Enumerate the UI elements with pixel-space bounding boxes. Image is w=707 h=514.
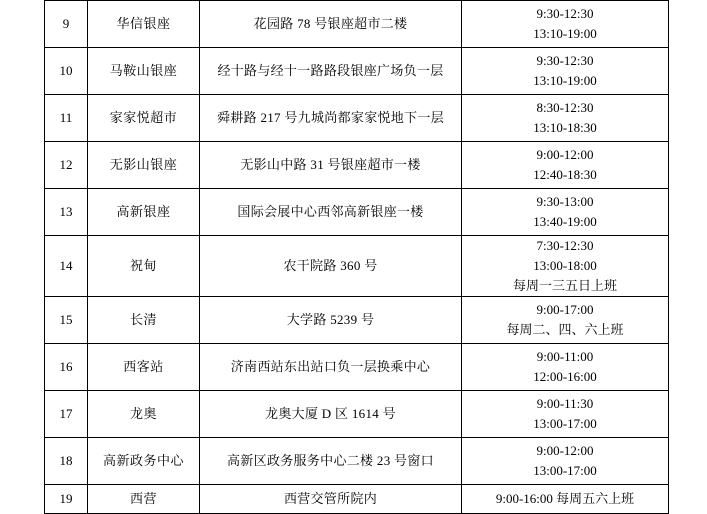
- cell-business-hours: [462, 189, 669, 236]
- cell-business-hours: [462, 95, 669, 142]
- cell-row-number: 14: [45, 236, 88, 297]
- cell-address: 龙奥大厦 D 区 1614 号: [200, 391, 462, 438]
- cell-row-number: 15: [45, 297, 88, 344]
- cell-address: 花园路 78 号银座超市二楼: [200, 1, 462, 48]
- cell-address: 无影山中路 31 号银座超市一楼: [200, 142, 462, 189]
- table-row: [45, 297, 669, 344]
- cell-address: 济南西站东出站口负一层换乘中心: [200, 344, 462, 391]
- cell-business-hours: [462, 297, 669, 344]
- business-hours-line: 13:10-19:00: [533, 73, 597, 88]
- cell-address: 舜耕路 217 号九城尚都家家悦地下一层: [200, 95, 462, 142]
- business-hours-line: 9:00-11:30: [536, 396, 594, 412]
- cell-row-number: 18: [45, 438, 88, 485]
- cell-business-hours: [462, 142, 669, 189]
- cell-row-number: 17: [45, 391, 88, 438]
- table-row: [45, 438, 669, 485]
- business-hours-line: 每周二、四、六上班: [506, 322, 624, 338]
- cell-business-hours: [462, 48, 669, 95]
- cell-business-hours: [462, 1, 669, 48]
- table-row: [45, 95, 669, 142]
- business-hours-line: 9:00-16:00 每周五六上班: [495, 491, 635, 507]
- business-hours-line: 7:30-12:30: [536, 238, 594, 253]
- cell-location-name: 祝甸: [88, 236, 200, 297]
- cell-row-number: 16: [45, 344, 88, 391]
- table-row: [45, 1, 669, 48]
- cell-location-name: 华信银座: [88, 1, 200, 48]
- cell-location-name: 长清: [88, 297, 200, 344]
- business-hours-line: 13:10-18:30: [533, 120, 597, 135]
- table-row: [45, 189, 669, 236]
- cell-business-hours: [462, 236, 669, 297]
- table-body: [45, 1, 669, 514]
- table-row: [45, 48, 669, 95]
- business-hours-line: 13:40-19:00: [533, 214, 597, 229]
- cell-business-hours: [462, 391, 669, 438]
- cell-address: 经十路与经十一路路段银座广场负一层: [200, 48, 462, 95]
- cell-business-hours: [462, 344, 669, 391]
- business-hours-line: 9:00-12:00: [536, 443, 594, 459]
- cell-business-hours: [462, 438, 669, 485]
- business-hours-line: 13:00-17:00: [533, 416, 597, 432]
- cell-row-number: 12: [45, 142, 88, 189]
- cell-location-name: 无影山银座: [88, 142, 200, 189]
- service-locations-table: [44, 0, 669, 514]
- business-hours-line: 9:30-12:30: [536, 5, 594, 21]
- cell-row-number: 11: [45, 95, 88, 142]
- cell-location-name: 家家悦超市: [88, 95, 200, 142]
- cell-location-name: 马鞍山银座: [88, 48, 200, 95]
- cell-address: 农干院路 360 号: [200, 236, 462, 297]
- business-hours-line: 12:40-18:30: [533, 167, 597, 182]
- table-row: [45, 142, 669, 189]
- business-hours-line: 9:00-17:00: [536, 302, 594, 318]
- business-hours-line: 每周一三五日上班: [512, 278, 617, 294]
- business-hours-line: 9:00-11:00: [536, 349, 594, 365]
- cell-location-name: 高新银座: [88, 189, 200, 236]
- business-hours-line: 9:30-12:30: [536, 52, 594, 68]
- cell-address: 大学路 5239 号: [200, 297, 462, 344]
- table-row: [45, 391, 669, 438]
- business-hours-line: 9:30-13:00: [536, 193, 594, 209]
- business-hours-line: 9:00-12:00: [536, 146, 594, 162]
- cell-row-number: 13: [45, 189, 88, 236]
- cell-address: 高新区政务服务中心二楼 23 号窗口: [200, 438, 462, 485]
- cell-location-name: 西客站: [88, 344, 200, 391]
- business-hours-line: 12:00-16:00: [533, 369, 597, 385]
- table-row: [45, 344, 669, 391]
- business-hours-line: 13:00-17:00: [533, 463, 597, 479]
- cell-location-name: 西营: [88, 485, 200, 514]
- cell-row-number: 9: [45, 1, 88, 48]
- business-hours-line: 8:30-12:30: [536, 99, 594, 115]
- cell-location-name: 高新政务中心: [88, 438, 200, 485]
- business-hours-line: 13:10-19:00: [533, 26, 597, 41]
- cell-row-number: 19: [45, 485, 88, 514]
- cell-address: 西营交管所院内: [200, 485, 462, 514]
- cell-location-name: 龙奥: [88, 391, 200, 438]
- business-hours-line: 13:00-18:00: [533, 258, 597, 274]
- cell-business-hours: [462, 485, 669, 514]
- cell-address: 国际会展中心西邻高新银座一楼: [200, 189, 462, 236]
- cell-row-number: 10: [45, 48, 88, 95]
- table-row: [45, 236, 669, 297]
- table-row: [45, 485, 669, 514]
